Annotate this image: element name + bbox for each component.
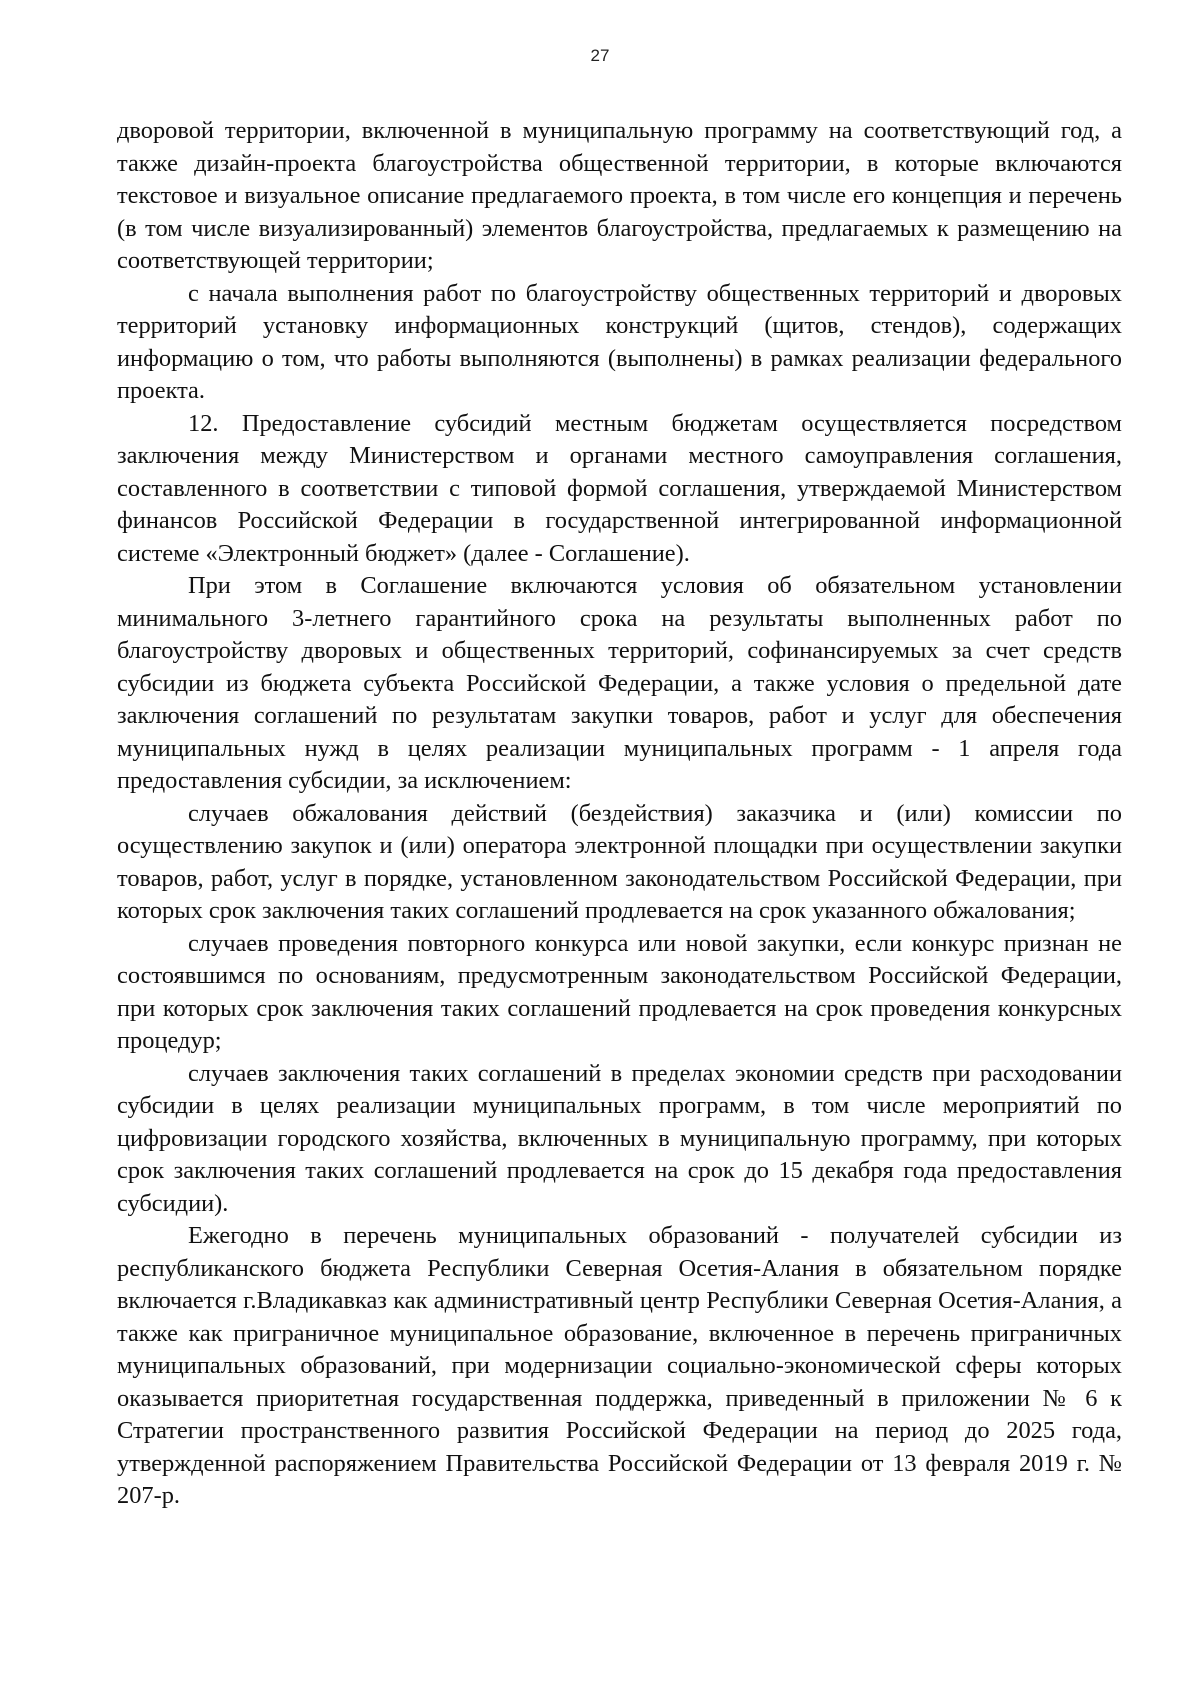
paragraph-item-12: 12. Предоставление субсидий местным бюджетам осуществляется посредством заключения между Министерством и органами местного самоуправления соглашения, составленного в соответствии с типовой формой соглашения, утверждаемой Министерством финансов Российской Федерации в государственной интегрированной информационной системе «Электронный бюджет» (далее - Соглашение). xyxy=(117,409,1122,567)
page-number: 27 xyxy=(590,46,610,65)
paragraph-info-constructions: с начала выполнения работ по благоустройству общественных территорий и дворовых территорий установку информационных конструкций (щитов, стендов), содержащих информацию о том, что работы выполняются (выполнены) в рамках реализации федерального проекта. xyxy=(117,279,1122,404)
paragraph-continuation: дворовой территории, включенной в муниципальную программу на соответствующий год, а также дизайн-проекта благоустройства общественной территории, в которые включаются текстовое и визуальное описание предлагаемого проекта, в том числе его концепция и перечень (в том числе визуализированный) элементов благоустройства, предлагаемых к размещению на соответствующей территории; xyxy=(117,117,1122,274)
paragraph-agreement-conditions: При этом в Соглашение включаются условия об обязательном установлении минимального 3-летнего гарантийного срока на результаты выполненных работ по благоустройству дворовых и общественных территорий, софинансируемых за счет средств субсидии из бюджета субъекта Российской Федерации, а также условия о предельной дате заключения соглашений по результатам закупки товаров, работ и услуг для обеспечения муниципальных нужд в целях реализации муниципальных программ - 1 апреля года предоставления субсидии, за исключением: xyxy=(117,572,1122,794)
paragraph-vladikavkaz: Ежегодно в перечень муниципальных образований - получателей субсидии из республиканского бюджета Республики Северная Осетия-Алания в обязательном порядке включается г.Владикавказ как административный центр Республики Северная Осетия-Алания, а также как приграничное муниципальное образование, включенное в перечень приграничных муниципальных образований, при модернизации социально-экономической сферы которых оказывается приоритетная государственная поддержка, приведенный в приложении № 6 к Стратегии пространственного развития Российской Федерации на период до 2025 года, утвержденной распоряжением Правительства Российской Федерации от 13 февраля 2019 г. № 207-р. xyxy=(117,1222,1122,1509)
paragraph-exception-savings: случаев заключения таких соглашений в пределах экономии средств при расходовании субсидии в целях реализации муниципальных программ, в том числе мероприятий по цифровизации городского хозяйства, включенных в муниципальную программу, при которых срок заключения таких соглашений продлевается на срок до 15 декабря года предоставления субсидии). xyxy=(117,1059,1122,1217)
paragraph-exception-repeat-tender: случаев проведения повторного конкурса или новой закупки, если конкурс признан не состоявшимся по основаниям, предусмотренным законодательством Российской Федерации, при которых срок заключения таких соглашений продлевается на срок проведения конкурсных процедур; xyxy=(117,929,1122,1054)
document-body xyxy=(117,115,1122,1513)
paragraph-exception-appeal: случаев обжалования действий (бездействия) заказчика и (или) комиссии по осуществлению закупок и (или) оператора электронной площадки при осуществлении закупки товаров, работ, услуг в порядке, установленном законодательством Российской Федерации, при которых срок заключения таких соглашений продлевается на срок указанного обжалования; xyxy=(117,799,1122,924)
